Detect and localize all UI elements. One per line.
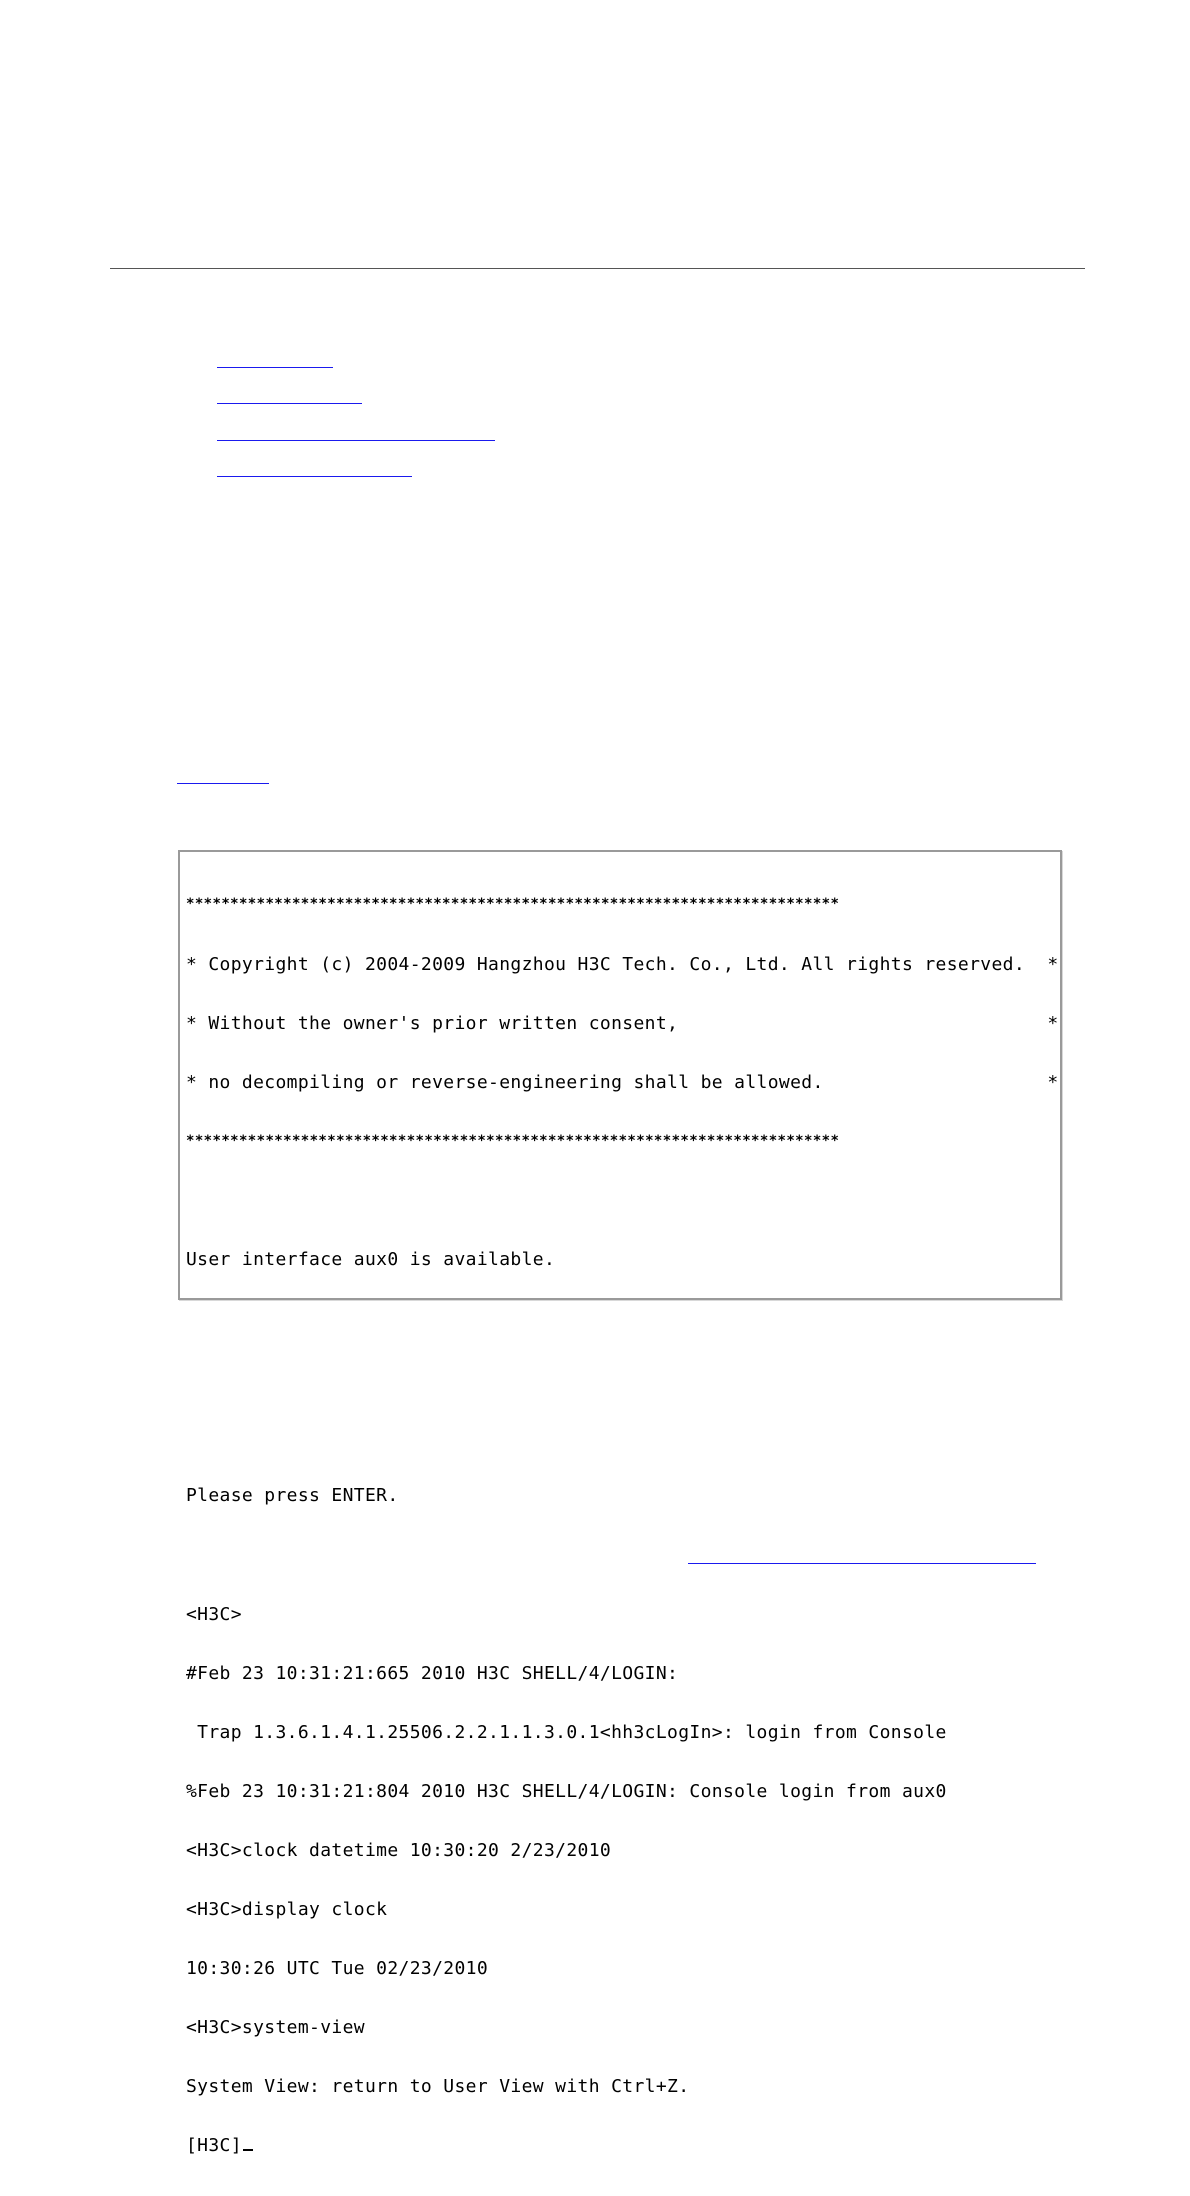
terminal-line <box>186 1309 1059 1329</box>
terminal-line <box>186 1427 1059 1447</box>
toc-link-2[interactable] <box>217 403 362 404</box>
terminal-line: Trap 1.3.6.1.4.1.25506.2.2.1.1.3.0.1<hh3cLogIn>: login from Console <box>186 1721 947 1743</box>
figure-reference-link[interactable] <box>177 783 269 784</box>
terminal-line <box>186 2136 1059 2156</box>
terminal-output <box>186 856 1059 2195</box>
terminal-screenshot <box>178 850 1062 2157</box>
terminal-line: <H3C>clock datetime 10:30:20 2/23/2010 <box>186 1839 612 1861</box>
toc-link-3[interactable] <box>217 440 495 441</box>
terminal-line <box>186 1368 1059 1388</box>
terminal-line: 10:30:26 UTC Tue 02/23/2010 <box>186 1958 489 1980</box>
terminal-line: * no decompiling or reverse-engineering shall be allowed. * <box>186 1071 1059 1093</box>
terminal-line: * Copyright (c) 2004-2009 Hangzhou H3C Tech. Co., Ltd. All rights reserved. * <box>186 953 1059 975</box>
terminal-line: #Feb 23 10:31:21:665 2010 H3C SHELL/4/LOGIN: <box>186 1662 679 1684</box>
toc-link-1[interactable] <box>217 367 333 368</box>
terminal-cursor <box>243 2149 253 2151</box>
footer-link[interactable] <box>688 1563 1036 1564</box>
terminal-prompt: [H3C] <box>186 2135 242 2157</box>
terminal-line: User interface aux0 is available. <box>186 1248 556 1270</box>
terminal-line: %Feb 23 10:31:21:804 2010 H3C SHELL/4/LOGIN: Console login from aux0 <box>186 1780 947 1802</box>
terminal-line: Please press ENTER. <box>186 1485 399 1507</box>
header-rule <box>110 268 1085 269</box>
terminal-line: <H3C>system-view <box>186 2017 365 2039</box>
terminal-line: ************************************************************************** <box>186 1132 840 1149</box>
toc-link-4[interactable] <box>217 476 412 477</box>
terminal-line: * Without the owner's prior written consent, * <box>186 1012 1059 1034</box>
terminal-line: System View: return to User View with Ctrl+Z. <box>186 2076 690 2098</box>
terminal-line: <H3C>display clock <box>186 1899 388 1920</box>
terminal-line: <H3C> <box>186 1603 242 1625</box>
terminal-line: ************************************************************************** <box>186 896 840 913</box>
terminal-line <box>186 1191 1059 1211</box>
